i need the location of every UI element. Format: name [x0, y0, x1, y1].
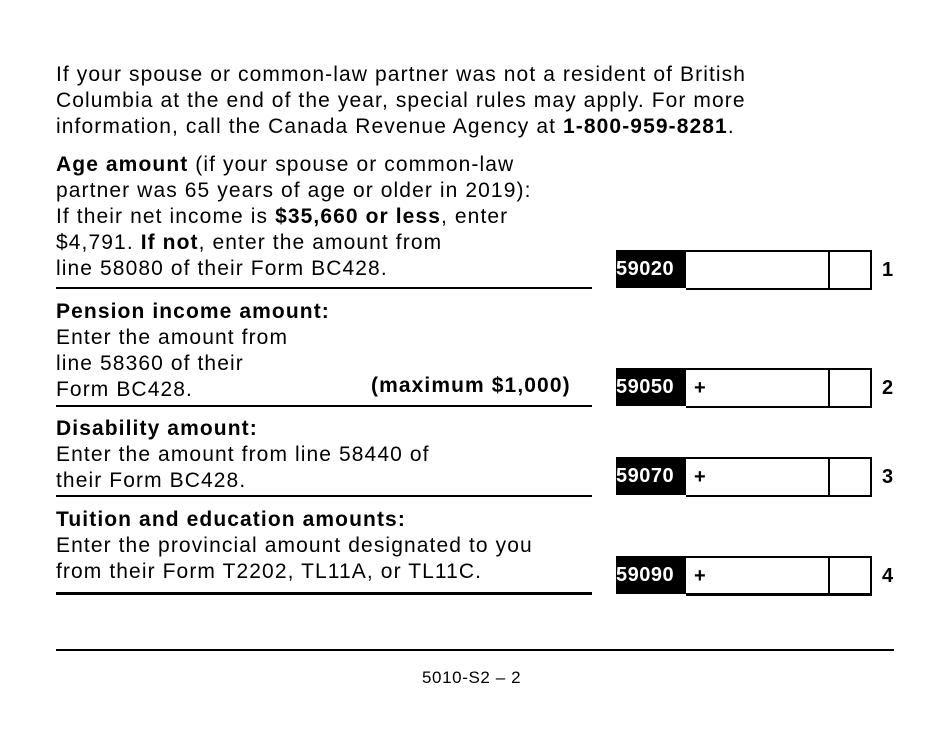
- line-number-2: 2: [882, 377, 894, 399]
- line-code-59070: 59070: [616, 457, 686, 495]
- pension-line-3: line 58360 of their: [56, 352, 244, 375]
- age-text: If their net income is: [56, 205, 276, 228]
- if-not-label: If not: [140, 231, 199, 254]
- age-amount-line-2: partner was 65 years of age or older in 2019):: [56, 179, 532, 202]
- line-code-59050: 59050: [616, 368, 686, 406]
- disability-amount-title: Disability amount:: [56, 417, 258, 440]
- line-code-59020: 59020: [616, 250, 686, 288]
- tuition-amount-title: Tuition and education amounts:: [56, 508, 406, 531]
- age-amount-title: Age amount: [56, 153, 189, 176]
- age-text: , enter: [441, 205, 509, 228]
- section-divider: [56, 495, 592, 497]
- tuition-amount-input[interactable]: [686, 556, 830, 596]
- age-amount-input[interactable]: [686, 250, 830, 290]
- intro-text: information, call the Canada Revenue Agency at: [56, 115, 563, 138]
- tuition-line-2: Enter the provincial amount designated to you: [56, 534, 533, 557]
- plus-operator: +: [694, 466, 706, 488]
- line-number-1: 1: [882, 259, 894, 281]
- pension-amount-cents-input[interactable]: [828, 368, 872, 408]
- plus-operator: +: [694, 565, 706, 587]
- disability-line-3: their Form BC428.: [56, 469, 247, 492]
- section-divider: [56, 592, 592, 595]
- pension-line-4: Form BC428.: [56, 378, 193, 401]
- footer-rule: [56, 649, 894, 651]
- intro-line-1: If your spouse or common-law partner was not a resident of British: [56, 63, 747, 86]
- cra-phone-number: 1-800-959-8281: [562, 115, 728, 138]
- disability-amount-cents-input[interactable]: [828, 457, 872, 497]
- age-amount-line-5: line 58080 of their Form BC428.: [56, 257, 388, 280]
- age-amount-line-4: [56, 230, 442, 256]
- pension-amount-title: Pension income amount:: [56, 300, 330, 323]
- age-amount-text: (if your spouse or common-law: [188, 153, 515, 176]
- intro-line-3: [56, 114, 735, 140]
- pension-maximum-note: (maximum $1,000): [371, 374, 571, 397]
- disability-line-2: Enter the amount from line 58440 of: [56, 443, 430, 466]
- age-amount-cents-input[interactable]: [828, 250, 872, 290]
- age-text: $4,791.: [56, 231, 141, 254]
- income-threshold: $35,660 or less: [275, 205, 442, 228]
- line-code-59090: 59090: [616, 556, 686, 594]
- age-amount-line-3: [56, 204, 508, 230]
- form-page-id: 5010-S2 – 2: [422, 668, 522, 687]
- plus-operator: +: [694, 377, 706, 399]
- line-number-3: 3: [882, 466, 894, 488]
- tuition-amount-cents-input[interactable]: [828, 556, 872, 596]
- line-number-4: 4: [882, 565, 894, 587]
- pension-amount-input[interactable]: [686, 368, 830, 408]
- age-amount-heading: [56, 152, 514, 178]
- pension-line-2: Enter the amount from: [56, 326, 289, 349]
- section-divider: [56, 287, 592, 289]
- age-text: , enter the amount from: [198, 231, 443, 254]
- intro-line-2: Columbia at the end of the year, special rules may apply. For more: [56, 89, 746, 112]
- section-divider: [56, 405, 592, 407]
- tuition-line-3: from their Form T2202, TL11A, or TL11C.: [56, 560, 483, 583]
- intro-period: .: [727, 115, 735, 138]
- disability-amount-input[interactable]: [686, 457, 830, 497]
